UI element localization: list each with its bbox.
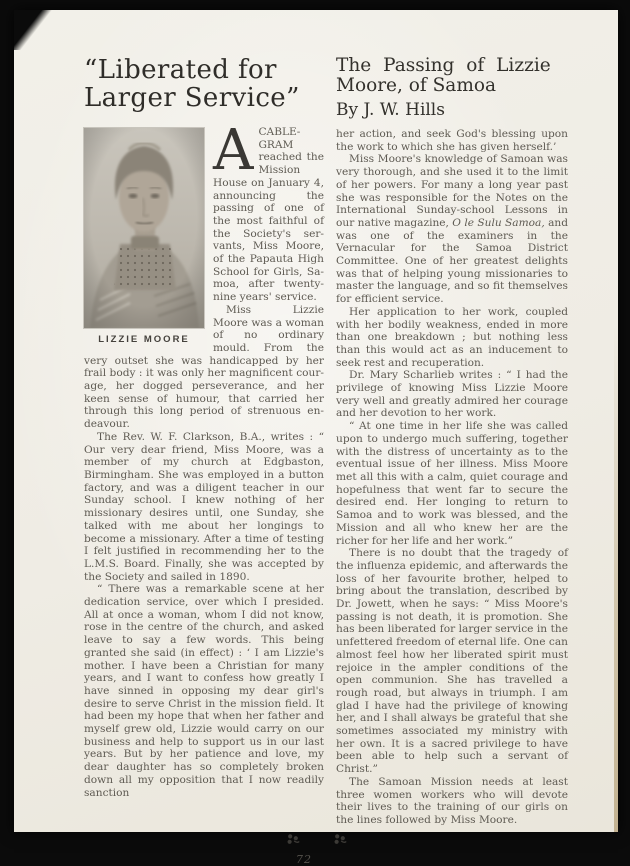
right-paragraph-2-c: and was one of the examiners in the Vernacular for the Samoa District Committee. One of her greatest delights was that of helping young missionaries to master the language, and so fit themselves for efficient service. (336, 216, 569, 306)
footer-ornaments (14, 833, 618, 846)
right-article-byline: By J. W. Hills (336, 100, 445, 120)
two-column-layout (14, 10, 618, 827)
right-paragraph-4: Dr. Mary Scharlieb writes : “ I had the privilege of knowing Miss Lizzie Moore very well and greatly admired her courage and her devotion to her work. (336, 369, 568, 420)
photo-caption: LIZZIE MOORE (98, 334, 190, 345)
right-paragraph-3: Her application to her work, coupled with her bodily weakness, ended in more than one breakdown ; but nothing less than this would act as an inducement to seek rest and recuperation. (336, 305, 568, 369)
left-title-line2: Larger Service” (84, 83, 300, 113)
right-title-line2: Moore, of Samoa (336, 75, 497, 96)
right-article-title (336, 56, 568, 96)
magazine-name-italic: O le Sulu Samoa, (452, 216, 545, 229)
magazine-page (14, 10, 618, 866)
left-article-body (84, 118, 324, 799)
right-paragraph-2-a: Miss Moore's knowledge of Samoan was very thorough, and she used it to the limit of her powers. For many a long year past she was responsible for the Notes on the International Sunday-school Lessons in our native magazine, (336, 153, 568, 229)
left-article-title (84, 56, 324, 112)
left-title-line1: “Liberated for (84, 55, 277, 85)
right-paragraph-7: The Samoan Mission needs at least three women workers who will devote their lives to the training of our girls on the lines followed by Miss Moore. (336, 775, 568, 826)
right-title-line1: The Passing of Lizzie (336, 55, 551, 76)
fleuron-ornament-icon (286, 833, 300, 846)
photo-block (84, 128, 204, 347)
left-paragraph-1-text: CABLEGRAM reached the Mission House on January 4, announcing the passing of one of the most faithful of the Society's servants, Miss Moore, of the Papauta High School for Girls, Samoa, after twenty-nine years' service. (213, 126, 324, 304)
right-paragraph-1: her action, and seek God's blessing upon the work to which she has given herself.’ (336, 128, 568, 153)
right-article-body (336, 128, 568, 827)
scan-corner-artifact (14, 10, 56, 50)
right-paragraph-2 (336, 153, 568, 305)
page-number: 72 (296, 852, 312, 866)
right-column (336, 56, 568, 827)
right-paragraph-5: “ At one time in her life she was called upon to undergo much suffering, together with the distress of uncertainty as to the eventual issue of her illness. Miss Moore met all this with a calm, quiet courage and hopefulness that went far to secure the desired end. Her longing to return to Samoa and to work was blessed, and the Mission and all who knew her are the richer for her life and her work.” (336, 420, 568, 547)
left-column (84, 56, 324, 827)
page-edge-shadow (614, 322, 618, 832)
left-paragraph-3: The Rev. W. F. Clarkson, B.A., writes : “ Our very dear friend, Miss Moore, was a member of my church at Edgbaston, Birmingham. She was employed in a button factory, and was a diligent teacher in our Sunday school. I knew nothing of her missionary desires until, one Sunday, she talked with me about her longings to become a missionary. After a time of testing I felt justified in recommending her to the L.M.S. Board. Finally, she was accepted by the Society and sailed in 1890. (84, 430, 324, 583)
lizzie-moore-photo (84, 128, 204, 328)
left-paragraph-4: “ There was a remarkable scene at her dedication service, over which I presided. All at once a woman, whom I did not know, rose in the centre of the church, and asked leave to say a few words. This being granted she said (in effect) : ‘ I am Lizzie's mother. I have been a Christian for many years, and I want to confess how greatly I have sinned in opposing my dear girl's desire to serve Christ in the mission field. It had been my hope that when her father and myself grew old, Lizzie would carry on our business and help to support us in our last years. But by her patience and love, my dear daughter has so completely broken down all my opposition that I now readily sanction (84, 583, 324, 799)
fleuron-ornament-icon (333, 833, 347, 846)
right-paragraph-6: There is no doubt that the tragedy of the influenza epidemic, and afterwards the loss of her favourite brother, helped to bring about the translation, described by Dr. Jowett, when he says: “ Miss Moore's passing is not death, it is promotion. She has been liberated for larger service in the unfettered freedom of eternal life. One can almost feel how her liberated spirit must rejoice in the ampler conditions of the open communion. She has travelled a rough road, but always in triumph. I am glad I have had the privilege of knowing her, and I shall always be grateful that she sometimes associated my ministry with her own. It is a sacred privilege to have been able to help such a servant of Christ.” (336, 547, 568, 776)
left-paragraph-2: Miss Lizzie Moore was a woman of no ordinary mould. From the very outset she was handicapped by her frail body : it was only her magnificent courage, her dogged perseverance, and her keen sense of humour, that carried her through this long period of strenuous endeavour. (84, 303, 324, 431)
page-footer (14, 833, 618, 866)
drop-cap: A (213, 118, 254, 183)
